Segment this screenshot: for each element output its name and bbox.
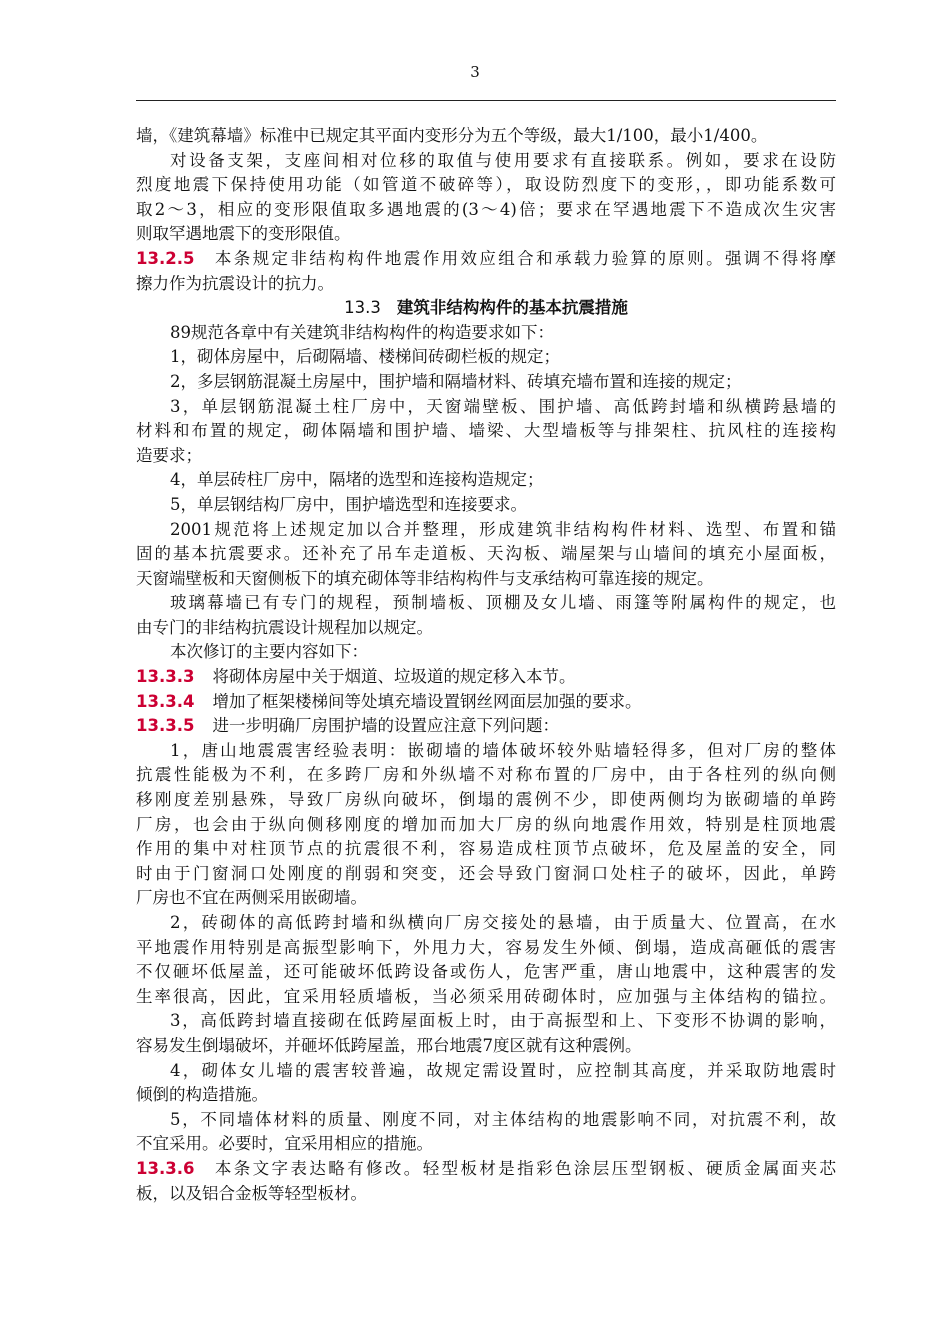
text-line bbox=[136, 468, 836, 493]
clause-line bbox=[136, 1157, 836, 1182]
clause-line bbox=[136, 665, 836, 690]
text-line bbox=[136, 1108, 836, 1133]
text-line bbox=[136, 272, 836, 297]
text-line bbox=[136, 1034, 836, 1059]
line-text: 移刚度差别悬殊，导致厂房纵向破坏，倒塌的震例不少，即使两侧均为嵌砌墙的单跨 bbox=[136, 790, 836, 810]
text-line bbox=[136, 640, 836, 665]
text-line bbox=[136, 813, 836, 838]
text-line bbox=[136, 222, 836, 247]
line-text: 倾倒的构造措施。 bbox=[136, 1085, 268, 1105]
text-line bbox=[136, 985, 836, 1010]
text-line bbox=[136, 1083, 836, 1108]
line-text: 墙，《建筑幕墙》标准中已规定其平面内变形分为五个等级，最大1/100，最小1/400。 bbox=[136, 126, 768, 145]
clause-line bbox=[136, 690, 836, 715]
line-text: 时由于门窗洞口处刚度的削弱和突变，还会导致门窗洞口处柱子的破坏，因此，单跨 bbox=[136, 863, 836, 883]
text-line bbox=[136, 837, 836, 862]
text-line bbox=[136, 542, 836, 567]
line-text: 由专门的非结构抗震设计规程加以规定。 bbox=[136, 617, 433, 637]
line-text: 4，单层砖柱厂房中，隔堵的选型和连接构造规定； bbox=[170, 470, 544, 490]
clause-number: 13.2.5 bbox=[136, 248, 195, 268]
line-text: 抗震性能极为不利，在多跨厂房和外纵墙不对称布置的厂房中，由于各柱列的纵向侧 bbox=[136, 765, 836, 785]
line-text: 3，单层钢筋混凝土柱厂房中，天窗端壁板、围护墙、高低跨封墙和纵横跨悬墙的 bbox=[170, 396, 836, 416]
text-line bbox=[136, 567, 836, 592]
line-text: 2001规范将上述规定加以合并整理，形成建筑非结构构件材料、选型、布置和锚 bbox=[170, 519, 836, 539]
header-rule bbox=[136, 100, 836, 101]
clause-line bbox=[136, 247, 836, 272]
line-text: 本条文字表达略有修改。轻型板材是指彩色涂层压型钢板、硬质金属面夹芯 bbox=[212, 1158, 836, 1178]
text-line bbox=[136, 518, 836, 543]
line-text: 作用的集中对柱顶节点的抗震很不利，容易造成柱顶节点破坏，危及屋盖的安全，同 bbox=[136, 839, 836, 859]
line-text: 厂房也不宜在两侧采用嵌砌墙。 bbox=[136, 888, 367, 908]
clause-number: 13.3.4 bbox=[136, 691, 195, 711]
text-line bbox=[136, 763, 836, 788]
text-line bbox=[136, 370, 836, 395]
line-text: 2，砖砌体的高低跨封墙和纵横向厂房交接处的悬墙，由于质量大、位置高，在水 bbox=[170, 913, 836, 932]
line-text: 玻璃幕墙已有专门的规程，预制墙板、顶棚及女儿墙、雨篷等附属构件的规定，也 bbox=[170, 593, 836, 613]
text-line bbox=[136, 345, 836, 370]
line-text: 则取罕遇地震下的变形限值。 bbox=[136, 224, 351, 244]
line-text: 平地震作用特别是高振型影响下，外甩力大，容易发生外倾、倒塌，造成高砸低的震害 bbox=[136, 937, 836, 957]
section-number: 13.3 bbox=[344, 298, 381, 318]
page-number: 3 bbox=[470, 63, 480, 81]
section-heading bbox=[136, 296, 836, 321]
line-text: 2，多层钢筋混凝土房屋中，围护墙和隔墙材料、砖填充墙布置和连接的规定； bbox=[170, 371, 742, 391]
line-text: 89规范各章中有关建筑非结构构件的构造要求如下： bbox=[170, 322, 554, 342]
line-text: 本次修订的主要内容如下： bbox=[170, 642, 368, 662]
text-line bbox=[136, 1182, 836, 1207]
text-line bbox=[136, 493, 836, 518]
text-line bbox=[136, 444, 836, 469]
text-line bbox=[136, 173, 836, 198]
line-text: 造要求； bbox=[136, 445, 202, 465]
line-text: 1，砌体房屋中，后砌隔墙、楼梯间砖砌栏板的规定； bbox=[170, 347, 560, 367]
line-text: 容易发生倒塌破坏，并砸坏低跨屋盖，邢台地震7度区就有这种震例。 bbox=[136, 1035, 642, 1055]
text-line bbox=[136, 395, 836, 420]
clause-number: 13.3.5 bbox=[136, 716, 195, 736]
text-line bbox=[136, 862, 836, 887]
line-text: 5，不同墙体材料的质量、刚度不同，对主体结构的地震影响不同，对抗震不利，故 bbox=[170, 1109, 836, 1129]
line-text: 进一步明确厂房围护墙的设置应注意下列问题： bbox=[212, 716, 559, 736]
section-title: 建筑非结构构件的基本抗震措施 bbox=[396, 298, 628, 318]
line-text: 不仅砸坏低屋盖，还可能破坏低跨设备或伤人，危害严重，唐山地震中，这种震害的发 bbox=[136, 962, 836, 982]
line-text: 厂房，也会由于纵向侧移刚度的增加而加大厂房的纵向地震作用效，特别是柱顶地震 bbox=[136, 814, 836, 834]
line-text: 烈度地震下保持使用功能（如管道不破碎等），取设防烈度下的变形，，即功能系数可 bbox=[136, 175, 836, 195]
text-line bbox=[136, 419, 836, 444]
clause-number: 13.3.3 bbox=[136, 667, 195, 687]
line-text: 固的基本抗震要求。还补充了吊车走道板、天沟板、端屋架与山墙间的填充小屋面板， bbox=[136, 544, 836, 564]
line-text: 天窗端壁板和天窗侧板下的填充砌体等非结构构件与支承结构可靠连接的规定。 bbox=[136, 568, 714, 588]
text-line bbox=[136, 198, 836, 223]
text-line bbox=[136, 616, 836, 641]
document-body bbox=[136, 124, 836, 1206]
line-text: 1，唐山地震震害经验表明：嵌砌墙的墙体破坏较外贴墙轻得多，但对厂房的整体 bbox=[170, 740, 836, 760]
text-line bbox=[136, 911, 836, 936]
text-line bbox=[136, 591, 836, 616]
text-line bbox=[136, 1059, 836, 1084]
line-text: 对设备支架，支座间相对位移的取值与使用要求有直接联系。例如，要求在设防 bbox=[170, 150, 836, 170]
text-line bbox=[136, 936, 836, 961]
line-text: 擦力作为抗震设计的抗力。 bbox=[136, 273, 334, 293]
clause-line bbox=[136, 714, 836, 739]
line-text: 不宜采用。必要时，宜采用相应的措施。 bbox=[136, 1134, 433, 1154]
line-text: 材料和布置的规定，砌体隔墙和围护墙、墙梁、大型墙板等与排架柱、抗风柱的连接构 bbox=[136, 421, 836, 441]
text-line bbox=[136, 960, 836, 985]
text-line bbox=[136, 1132, 836, 1157]
line-text: 3，高低跨封墙直接砌在低跨屋面板上时，由于高振型和上、下变形不协调的影响， bbox=[170, 1011, 836, 1031]
line-text: 4，砌体女儿墙的震害较普遍，故规定需设置时，应控制其高度，并采取防地震时 bbox=[170, 1060, 836, 1080]
clause-number: 13.3.6 bbox=[136, 1158, 195, 1178]
line-text: 板，以及铝合金板等轻型板材。 bbox=[136, 1183, 367, 1203]
line-text: 生率很高，因此，宜采用轻质墙板，当必须采用砖砌体时，应加强与主体结构的锚拉。 bbox=[136, 986, 836, 1006]
text-line bbox=[136, 124, 836, 149]
line-text: 5，单层钢结构厂房中，围护墙选型和连接要求。 bbox=[170, 494, 527, 514]
text-line bbox=[136, 321, 836, 346]
text-line bbox=[136, 1009, 836, 1034]
line-text: 将砌体房屋中关于烟道、垃圾道的规定移入本节。 bbox=[212, 667, 576, 687]
text-line bbox=[136, 739, 836, 764]
text-line bbox=[136, 788, 836, 813]
text-line bbox=[136, 886, 836, 911]
line-text: 取2～3，相应的变形限值取多遇地震的(3～4)倍；要求在罕遇地震下不造成次生灾害 bbox=[136, 199, 836, 219]
line-text: 本条规定非结构构件地震作用效应组合和承载力验算的原则。强调不得将摩 bbox=[212, 248, 836, 268]
text-line bbox=[136, 149, 836, 174]
line-text: 增加了框架楼梯间等处填充墙设置钢丝网面层加强的要求。 bbox=[212, 691, 642, 711]
